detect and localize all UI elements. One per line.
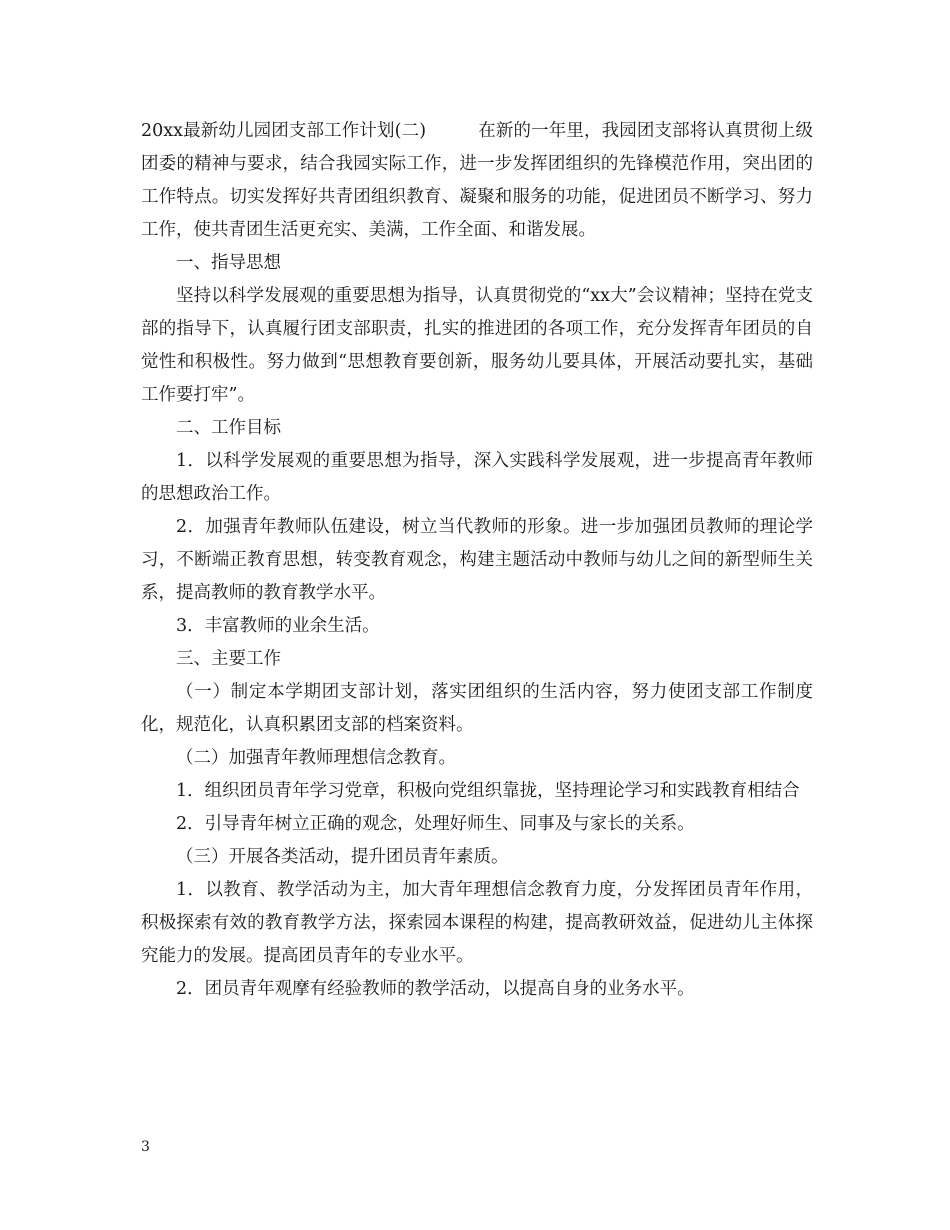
work-item-2-sub-1: 1．组织团员青年学习党章，积极向党组织靠拢，坚持理论学习和实践教育相结合: [176, 781, 800, 801]
intro-paragraph: [141, 115, 813, 247]
work-item-3-sub-2: 2．团员青年观摩有经验教师的教学活动，以提高自身的业务水平。: [176, 979, 695, 999]
goal-item-1: 1．以科学发展观的重要思想为指导，深入实践科学发展观，进一步提高青年教师的思想政治工作。: [141, 451, 813, 504]
section-heading-work-goals: 二、工作目标: [176, 418, 281, 438]
goal-item-2: 2．加强青年教师队伍建设，树立当代教师的形象。进一步加强团员教师的理论学习，不断端正教育思想，转变教育观念，构建主题活动中教师与幼儿之间的新型师生关系，提高教师的教育教学水平。: [141, 517, 813, 603]
work-item-3: （三）开展各类活动，提升团员青年素质。: [176, 847, 509, 867]
section-heading-main-work: 三、主要工作: [176, 649, 281, 669]
page-number: 3: [141, 1139, 150, 1155]
paragraph-guiding-ideology: 坚持以科学发展观的重要思想为指导，认真贯彻党的“xx大”会议精神；坚持在党支部的指导下，认真履行团支部职责，扎实的推进团的各项工作，充分发挥青年团员的自觉性和积极性。努力做到“思想教育要创新，服务幼儿要具体，开展活动要扎实，基础工作要打牢”。: [141, 286, 813, 405]
work-item-3-sub-1: 1．以教育、教学活动为主，加大青年理想信念教育力度，分发挥团员青年作用，积极探索有效的教育教学方法，探索园本课程的构建，提高教研效益，促进幼儿主体探究能力的发展。提高团员青年的专业水平。: [141, 880, 813, 966]
document-body: [141, 115, 813, 1006]
work-item-1: （一）制定本学期团支部计划，落实团组织的生活内容，努力使团支部工作制度化，规范化，认真积累团支部的档案资料。: [141, 682, 813, 735]
section-heading-guiding-ideology: 一、指导思想: [176, 253, 281, 273]
intro-text: 在新的一年里，我园团支部将认真贯彻上级团委的精神与要求，结合我园实际工作，进一步发挥团组织的先锋模范作用，突出团的工作特点。切实发挥好共青团组织教育、凝聚和服务的功能，促进团员不断学习、努力工作，使共青团生活更充实、美满，工作全面、和谐发展。: [141, 121, 813, 240]
work-item-2: （二）加强青年教师理想信念教育。: [176, 748, 456, 768]
goal-item-3: 3．丰富教师的业余生活。: [176, 616, 380, 636]
work-item-2-sub-2: 2．引导青年树立正确的观念，处理好师生、同事及与家长的关系。: [176, 814, 695, 834]
document-title: 20xx最新幼儿园团支部工作计划(二): [141, 121, 427, 141]
